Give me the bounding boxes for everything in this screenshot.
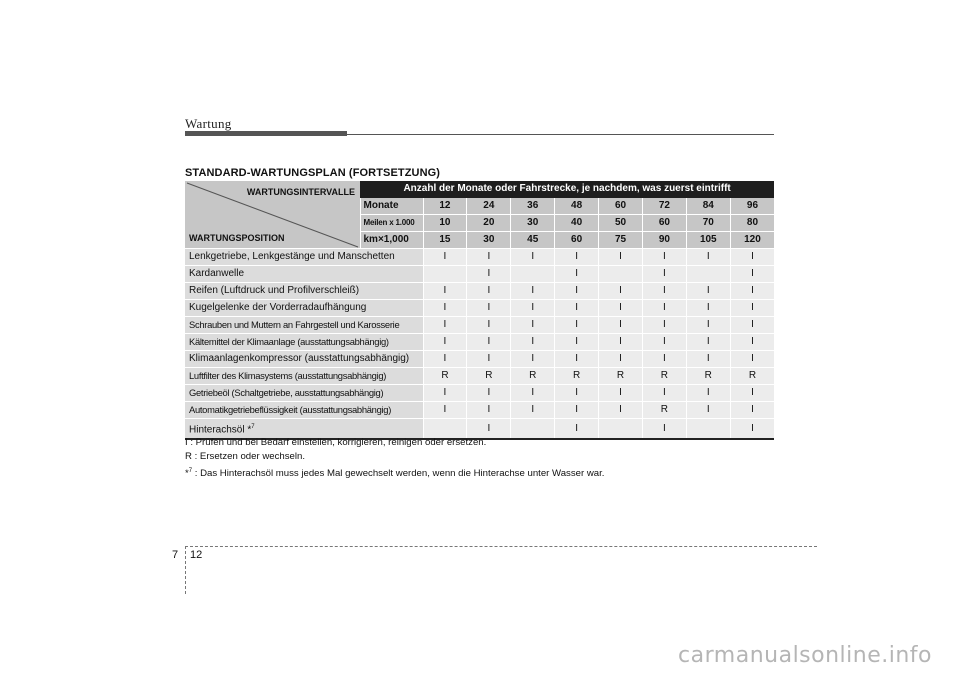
- row-action-cell: I: [555, 300, 599, 317]
- row-action-cell: I: [423, 300, 467, 317]
- row-item-label: Klimaanlagenkompressor (ausstattungsabhängig): [189, 353, 410, 364]
- row-action-cell: I: [511, 249, 555, 266]
- row-item-label: Kältemittel der Klimaanlage (ausstattungsabhängig): [189, 336, 389, 347]
- row-action-cell: [686, 419, 730, 440]
- row-action-cell: I: [599, 385, 643, 402]
- row-action-cell: I: [555, 283, 599, 300]
- row-action-cell: I: [642, 283, 686, 300]
- row-action-cell: I: [730, 385, 774, 402]
- row-item-name: [185, 385, 423, 402]
- row-action-cell: I: [467, 300, 511, 317]
- row-action-cell: I: [730, 351, 774, 368]
- row-action-cell: I: [686, 249, 730, 266]
- row-action-cell: I: [423, 334, 467, 351]
- row-item-label: Automatikgetriebeflüssigkeit (ausstattungsabhängig): [189, 404, 392, 415]
- row-action-cell: I: [730, 402, 774, 419]
- row-action-cell: I: [642, 419, 686, 440]
- header-interval-value: 60: [599, 198, 643, 215]
- row-action-cell: R: [599, 368, 643, 385]
- row-action-cell: I: [599, 249, 643, 266]
- header-row-span: [185, 181, 774, 198]
- row-action-cell: I: [511, 385, 555, 402]
- row-action-cell: I: [423, 402, 467, 419]
- row-action-cell: I: [599, 283, 643, 300]
- row-action-cell: R: [642, 402, 686, 419]
- note-replace: R : Ersetzen oder wechseln.: [185, 451, 305, 462]
- row-item-label: Schrauben und Muttern an Fahrgestell und Karosserie: [189, 319, 400, 330]
- note-inspect: I : Prüfen und bei Bedarf einstellen, korrigieren, reinigen oder ersetzen.: [185, 437, 487, 448]
- row-action-cell: I: [467, 249, 511, 266]
- row-action-cell: I: [423, 317, 467, 334]
- row-item-name: [185, 317, 423, 334]
- row-action-cell: I: [555, 266, 599, 283]
- header-interval-value: 24: [467, 198, 511, 215]
- row-item-name: [185, 283, 423, 300]
- table-row: [185, 368, 774, 385]
- row-action-cell: I: [730, 283, 774, 300]
- row-item-label: Hinterachsöl *: [189, 424, 252, 436]
- row-action-cell: R: [511, 368, 555, 385]
- row-action-cell: I: [555, 334, 599, 351]
- row-action-cell: R: [555, 368, 599, 385]
- row-action-cell: I: [730, 266, 774, 283]
- row-action-cell: I: [686, 351, 730, 368]
- row-footnote-mark: 7: [251, 424, 255, 430]
- row-item-label: Lenkgetriebe, Lenkgestänge und Manschetten: [189, 251, 395, 262]
- row-action-cell: I: [642, 317, 686, 334]
- header-interval-value: 80: [730, 215, 774, 232]
- row-action-cell: R: [730, 368, 774, 385]
- row-action-cell: I: [511, 351, 555, 368]
- row-item-label: Getriebeöl (Schaltgetriebe, ausstattungsabhängig): [189, 387, 384, 398]
- header-interval-value: 10: [423, 215, 467, 232]
- note-footnote-7: [185, 464, 604, 481]
- page-number: 12: [190, 549, 203, 561]
- maintenance-table: [185, 181, 774, 440]
- row-action-cell: I: [642, 334, 686, 351]
- header-row-label: km×1,000: [360, 232, 423, 249]
- row-action-cell: I: [730, 334, 774, 351]
- row-action-cell: [599, 419, 643, 440]
- header-rule-bold: [185, 131, 347, 136]
- row-item-name: [185, 402, 423, 419]
- row-action-cell: I: [423, 385, 467, 402]
- legend-notes: [185, 436, 604, 481]
- row-item-name: [185, 266, 423, 283]
- row-action-cell: I: [467, 266, 511, 283]
- header-interval-value: 45: [511, 232, 555, 249]
- row-action-cell: I: [642, 351, 686, 368]
- header-interval-value: 105: [686, 232, 730, 249]
- row-item-label: Kugelgelenke der Vorderradaufhängung: [189, 302, 367, 313]
- table-row: [185, 351, 774, 368]
- footer-rule: [185, 546, 817, 547]
- row-action-cell: I: [511, 402, 555, 419]
- row-action-cell: I: [642, 266, 686, 283]
- header-row-label: Meilen x 1.000: [360, 215, 423, 232]
- header-interval-value: 15: [423, 232, 467, 249]
- row-action-cell: [599, 266, 643, 283]
- span-header: Anzahl der Monate oder Fahrstrecke, je nachdem, was zuerst eintrifft: [360, 181, 774, 198]
- header-interval-value: 70: [686, 215, 730, 232]
- watermark: carmanualsonline.info: [678, 643, 932, 668]
- row-action-cell: I: [642, 385, 686, 402]
- row-action-cell: I: [423, 283, 467, 300]
- row-action-cell: I: [686, 317, 730, 334]
- row-action-cell: [511, 266, 555, 283]
- row-action-cell: I: [423, 249, 467, 266]
- row-action-cell: I: [686, 385, 730, 402]
- row-action-cell: I: [599, 300, 643, 317]
- row-action-cell: I: [467, 402, 511, 419]
- row-action-cell: I: [730, 249, 774, 266]
- header-interval-value: 48: [555, 198, 599, 215]
- header-interval-value: 60: [555, 232, 599, 249]
- row-action-cell: I: [555, 419, 599, 440]
- row-item-name: [185, 368, 423, 385]
- row-action-cell: I: [686, 334, 730, 351]
- table-row: [185, 249, 774, 266]
- row-action-cell: I: [467, 419, 511, 440]
- row-item-label: Reifen (Luftdruck und Profilverschleiß): [189, 285, 360, 296]
- header-row-label: Monate: [360, 198, 423, 215]
- header-interval-value: 75: [599, 232, 643, 249]
- header-interval-value: 12: [423, 198, 467, 215]
- row-action-cell: I: [686, 300, 730, 317]
- header-interval-value: 90: [642, 232, 686, 249]
- footnote-mark: 7: [188, 468, 193, 474]
- row-action-cell: I: [730, 317, 774, 334]
- header-interval-value: 120: [730, 232, 774, 249]
- row-action-cell: R: [423, 368, 467, 385]
- row-action-cell: R: [467, 368, 511, 385]
- row-item-label: Luftfilter des Klimasystems (ausstattungsabhängig): [189, 370, 387, 381]
- header-interval-value: 20: [467, 215, 511, 232]
- table-row: [185, 283, 774, 300]
- table-row: [185, 385, 774, 402]
- header-interval-value: 40: [555, 215, 599, 232]
- header-interval-value: 96: [730, 198, 774, 215]
- row-action-cell: I: [511, 334, 555, 351]
- footer-vertical-rule: [185, 546, 186, 594]
- row-action-cell: R: [686, 368, 730, 385]
- header-interval-value: 72: [642, 198, 686, 215]
- header-diagonal-cell: [185, 181, 360, 249]
- row-action-cell: I: [599, 317, 643, 334]
- chapter-number: 7: [172, 549, 179, 561]
- row-action-cell: I: [730, 300, 774, 317]
- header-interval-value: 60: [642, 215, 686, 232]
- row-action-cell: I: [555, 317, 599, 334]
- row-action-cell: I: [642, 300, 686, 317]
- table-row: [185, 402, 774, 419]
- header-rule-thin: [347, 134, 774, 135]
- row-action-cell: I: [467, 334, 511, 351]
- header-interval-value: 84: [686, 198, 730, 215]
- table-row: [185, 317, 774, 334]
- row-action-cell: I: [686, 402, 730, 419]
- table-row: [185, 266, 774, 283]
- row-action-cell: I: [555, 385, 599, 402]
- row-action-cell: I: [467, 283, 511, 300]
- row-action-cell: I: [467, 385, 511, 402]
- header-interval-value: 36: [511, 198, 555, 215]
- table-row: [185, 300, 774, 317]
- row-item-label: Kardanwelle: [189, 268, 245, 279]
- row-action-cell: I: [511, 300, 555, 317]
- row-action-cell: I: [686, 283, 730, 300]
- header-interval-value: 30: [511, 215, 555, 232]
- row-action-cell: I: [555, 402, 599, 419]
- footnote-text: : Das Hinterachsöl muss jedes Mal gewechselt werden, wenn die Hinterachse unter Wasser war.: [192, 468, 605, 480]
- row-action-cell: [686, 266, 730, 283]
- row-action-cell: I: [467, 351, 511, 368]
- row-action-cell: I: [467, 317, 511, 334]
- row-item-name: [185, 300, 423, 317]
- row-action-cell: I: [730, 419, 774, 440]
- row-action-cell: [423, 266, 467, 283]
- row-item-name: [185, 334, 423, 351]
- interval-label: WARTUNGSINTERVALLE: [246, 187, 355, 197]
- footnote-star: *: [185, 468, 189, 480]
- row-action-cell: R: [642, 368, 686, 385]
- header-interval-value: 50: [599, 215, 643, 232]
- table-row: [185, 334, 774, 351]
- plan-title: STANDARD-WARTUNGSPLAN (FORTSETZUNG): [185, 167, 441, 179]
- row-action-cell: I: [555, 351, 599, 368]
- row-action-cell: I: [423, 351, 467, 368]
- row-action-cell: I: [599, 351, 643, 368]
- row-action-cell: I: [599, 334, 643, 351]
- row-item-name: [185, 351, 423, 368]
- position-label: WARTUNGSPOSITION: [189, 233, 285, 243]
- row-action-cell: I: [511, 283, 555, 300]
- section-title: Wartung: [185, 116, 232, 131]
- row-item-name: [185, 249, 423, 266]
- row-action-cell: I: [642, 249, 686, 266]
- row-action-cell: I: [599, 402, 643, 419]
- row-action-cell: I: [511, 317, 555, 334]
- row-action-cell: I: [555, 249, 599, 266]
- header-interval-value: 30: [467, 232, 511, 249]
